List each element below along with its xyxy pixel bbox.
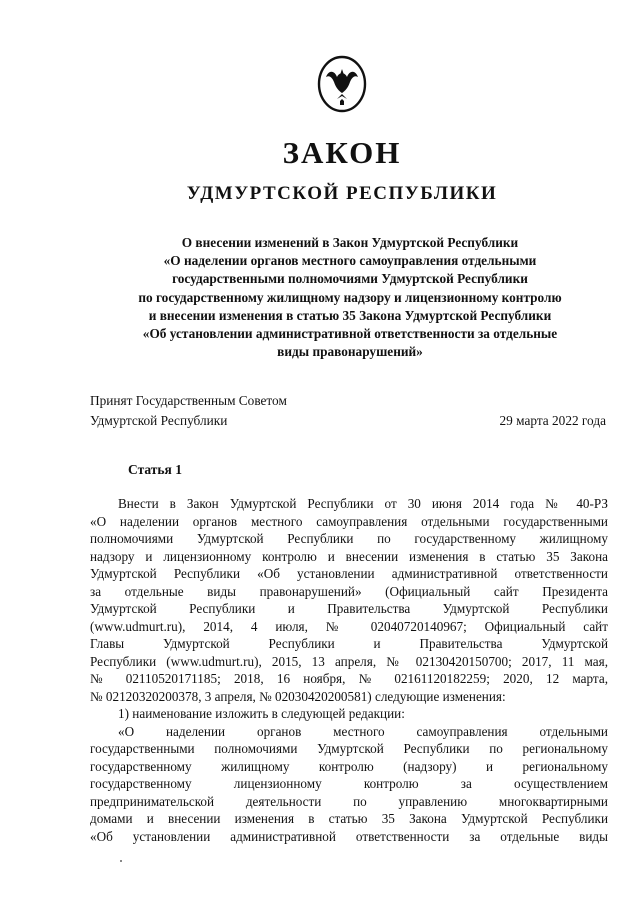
body-line: полномочиями Удмуртской Республики по государственному жилищному xyxy=(90,531,608,546)
heading-line: по государственному жилищному надзору и лицензионному контролю xyxy=(138,289,562,305)
article-body xyxy=(90,495,608,845)
body-line: Республики (www.udmurt.ru), 2015, 13 апреля, № 02130420150700; 2017, 11 мая, xyxy=(90,653,608,669)
body-line: (www.udmurt.ru), 2014, 4 июля, № 02040720140967; Официальный сайт xyxy=(90,618,608,634)
body-line: 1) наименование изложить в следующей редакции: xyxy=(118,706,405,721)
body-line: Главы Удмуртской Республики и Правительства Удмуртской xyxy=(90,636,608,651)
body-line: государственному лицензионному контролю за осуществлением xyxy=(90,776,608,791)
adopted-by-line: Принят Государственным Советом xyxy=(90,393,287,408)
udmurt-coat-of-arms-icon xyxy=(317,55,367,113)
body-line: Удмуртской Республики «Об установлении административной ответственности xyxy=(90,566,608,581)
article-heading: Статья 1 xyxy=(128,462,182,477)
body-line: № 02120320200378, 3 апреля, № 02030420200581) следующие изменения: xyxy=(90,688,506,704)
body-line: «О наделении органов местного самоуправления отдельными xyxy=(118,723,608,739)
document-heading xyxy=(92,234,608,361)
law-title: ЗАКОН xyxy=(282,135,402,170)
adoption-date: 29 марта 2022 года xyxy=(499,413,606,428)
heading-line: и внесении изменения в статью 35 Закона Удмуртской Республики xyxy=(148,307,552,323)
body-line: «О наделении органов местного самоуправления отдельными государственными xyxy=(90,513,608,529)
heading-line: виды правонарушений» xyxy=(277,344,423,360)
heading-line: «Об установлении административной ответственности за отдельные xyxy=(142,326,558,342)
body-line: надзору и лицензионному контролю и внесении изменения в статью 35 Закона xyxy=(90,548,608,564)
heading-line: «О наделении органов местного самоуправления отдельными xyxy=(163,253,537,269)
heading-line: государственными полномочиями Удмуртской Республики xyxy=(172,271,528,287)
body-line: Удмуртской Республики и Правительства Удмуртской Республики xyxy=(90,601,608,616)
body-line: «Об установлении административной ответственности за отдельные виды xyxy=(90,828,608,844)
heading-line: О внесении изменений в Закон Удмуртской Республики xyxy=(181,235,519,250)
body-line: предпринимательской деятельности по управлению многоквартирными xyxy=(90,793,608,809)
body-line: государственному жилищному контролю (надзору) и региональному xyxy=(90,758,608,774)
law-subtitle: УДМУРТСКОЙ РЕСПУБЛИКИ xyxy=(186,183,498,204)
body-line: Внести в Закон Удмуртской Республики от 30 июня 2014 года № 40-РЗ xyxy=(118,496,608,511)
scan-speck xyxy=(120,860,122,862)
body-line: за отдельные виды правонарушений» (Официальный сайт Президента xyxy=(90,583,608,599)
body-line: государственными полномочиями Удмуртской Республики по региональному xyxy=(90,741,608,756)
body-line: домами и внесении изменения в статью 35 Закона Удмуртской Республики xyxy=(90,811,608,826)
adoption-info xyxy=(90,391,287,431)
adopted-by-line: Удмуртской Республики xyxy=(90,413,228,428)
body-line: № 02110520171185; 2018, 16 ноября, № 02161120182259; 2020, 12 марта, xyxy=(90,671,608,686)
